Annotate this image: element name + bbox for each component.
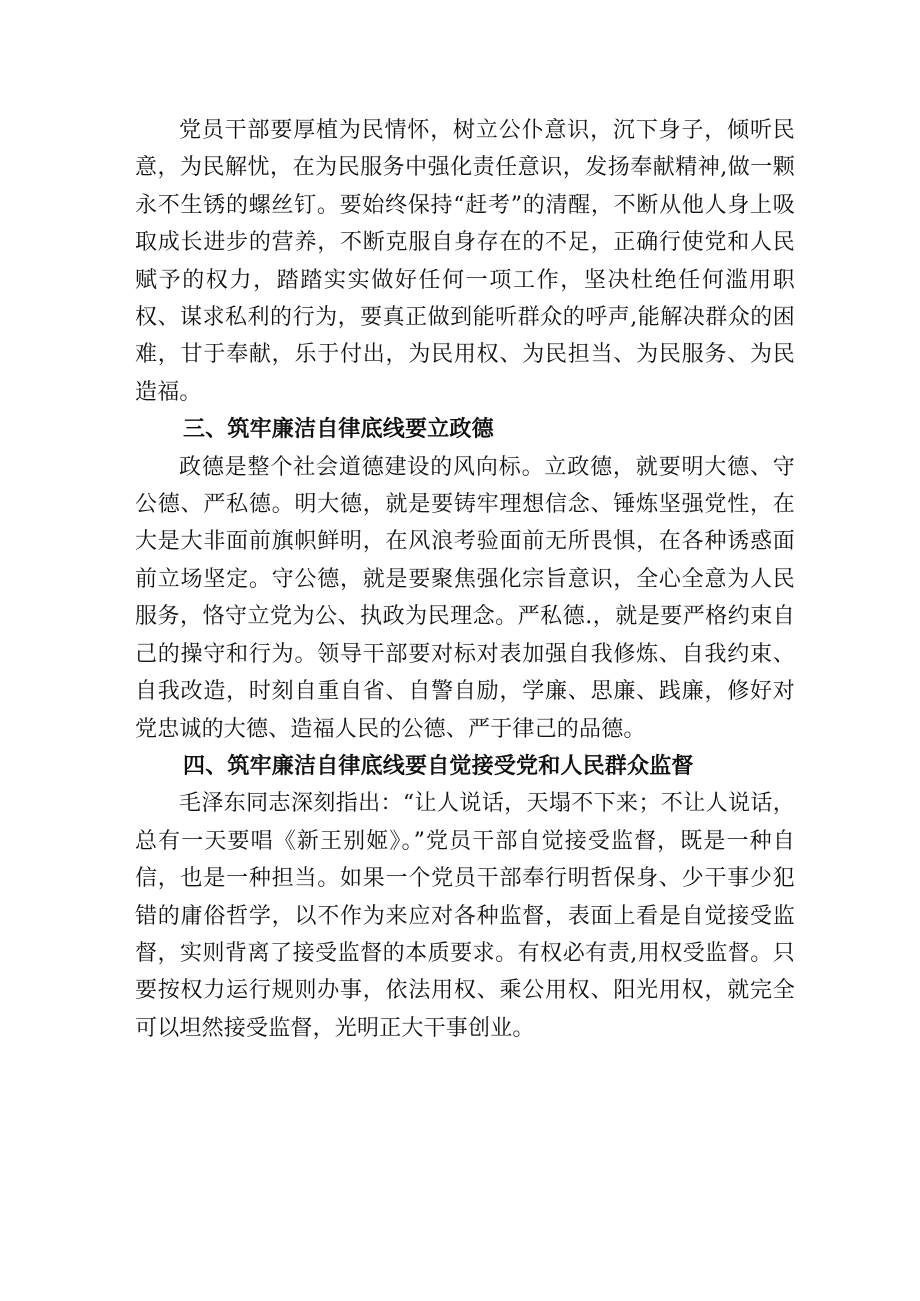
paragraph-public-service: 党员干部要厚植为民情怀，树立公仆意识，沉下身子，倾听民意，为民解忧，在为民服务中强化责任意识，发扬奉献精神,做一颗永不生锈的螺丝钉。要始终保持“赶考”的清醒，不断从他人身上吸取成长进步的营养，不断克服自身存在的不足，正确行使党和人民赋予的权力，踏踏实实做好任何一项工作，坚决杜绝任何滥用职权、谋求私利的行为，要真正做到能听群众的呼声,能解决群众的困难，甘于奉献，乐于付出，为民用权、为民担当、为民服务、为民造福。 [135,118,795,405]
section-heading-4: 四、筑牢廉洁自律底线要自觉接受党和人民群众监督 [183,753,694,779]
document-page [135,112,795,1047]
paragraph-political-ethics: 政德是整个社会道德建设的风向标。立政德，就要明大德、守公德、严私德。明大德，就是要铸牢理想信念、锤炼坚强党性，在大是大非面前旗帜鲜明，在风浪考验面前无所畏惧，在各种诱惑面前立场坚定。守公德，就是要聚焦强化宗旨意识，全心全意为人民服务，恪守立党为公、执政为民理念。严私德.，就是要严格约束自己的操守和行为。领导干部要对标对表加强自我修炼、自我约束、自我改造，时刻自重自省、自警自励，学廉、思廉、践廉，修好对党忠诚的大德、造福人民的公德、严于律己的品德。 [135,454,795,742]
section-heading-3: 三、筑牢廉洁自律底线要立政德 [183,417,494,443]
paragraph-supervision: 毛泽东同志深刻指出：“让人说话，天塌不下来；不让人说话，总有一天要唱《新王别姬》。”党员干部自觉接受监督，既是一种自信，也是一种担当。如果一个党员干部奉行明哲保身、少干事少犯错的庸俗哲学，以不作为来应对各种监督，表面上看是自觉接受监督，实则背离了接受监督的本质要求。有权必有责,用权受监督。只要按权力运行规则办事，依法用权、乘公用权、阳光用权，就完全可以坦然接受监督，光明正大干事创业。 [135,791,795,1041]
